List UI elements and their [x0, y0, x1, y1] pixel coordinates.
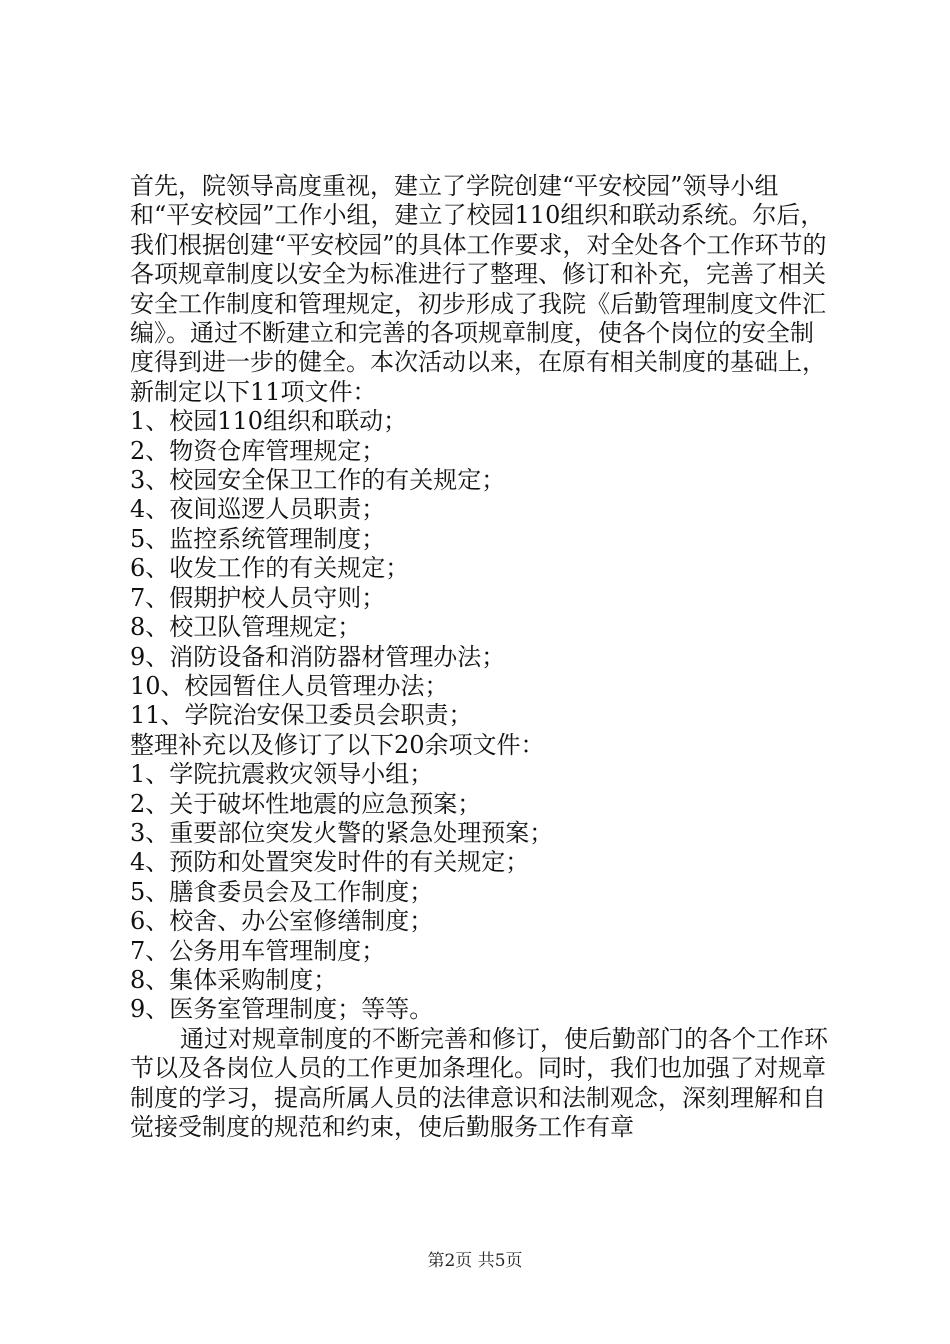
list-item: 10、校园暂住人员管理办法； — [130, 671, 449, 700]
document-body — [130, 172, 830, 1142]
list-item: 2、物资仓库管理规定； — [130, 436, 386, 465]
list-item: 8、校卫队管理规定； — [130, 613, 362, 642]
list-item: 8、集体采购制度； — [130, 965, 338, 994]
list-item: 3、重要部位突发火警的紧急处理预案； — [130, 818, 554, 847]
list-item: 6、收发工作的有关规定； — [130, 554, 410, 583]
intro-paragraph: 首先，院领导高度重视，建立了学院创建“平安校园”领导小组和“平安校园”工作小组，建立了校园110组织和联动系统。尔后，我们根据创建“平安校园”的具体工作要求，对全处各个工作环节的各项规章制度以安全为标准进行了整理、修订和补充，完善了相关安全工作制度和管理规定，初步形成了我院《后勤管理制度文件汇编》。通过不断建立和完善的各项规章制度，使各个岗位的安全制度得到进一步的健全。本次活动以来，在原有相关制度的基础上，新制定以下11项文件： — [130, 172, 827, 406]
list-item: 5、膳食委员会及工作制度； — [130, 877, 434, 906]
revised-intro-paragraph: 整理补充以及修订了以下20余项文件： — [130, 730, 545, 759]
list-item: 7、公务用车管理制度； — [130, 936, 386, 965]
list-item: 11、学院治安保卫委员会职责； — [130, 701, 473, 730]
list-item: 1、学院抗震救灾领导小组； — [130, 760, 434, 789]
revised-documents-list — [130, 760, 830, 1025]
list-item: 6、校舍、办公室修缮制度； — [130, 907, 434, 936]
new-documents-list — [130, 407, 830, 730]
closing-paragraph: 通过对规章制度的不断完善和修订，使后勤部门的各个工作环节以及各岗位人员的工作更加条理化。同时，我们也加强了对规章制度的学习，提高所属人员的法律意识和法制观念，深刻理解和自觉接受制度的规范和约束，使后勤服务工作有章 — [130, 1024, 828, 1141]
page-footer: 第2页 共5页 — [427, 1251, 523, 1271]
list-item: 1、校园110组织和联动； — [130, 407, 408, 436]
list-item: 5、监控系统管理制度； — [130, 524, 386, 553]
list-item: 2、关于破坏性地震的应急预案； — [130, 789, 482, 818]
list-item: 7、假期护校人员守则； — [130, 583, 386, 612]
list-item: 4、预防和处置突发时件的有关规定； — [130, 848, 530, 877]
list-item: 4、夜间巡逻人员职责； — [130, 495, 386, 524]
list-item: 3、校园安全保卫工作的有关规定； — [130, 466, 506, 495]
list-item: 9、消防设备和消防器材管理办法； — [130, 642, 506, 671]
list-item: 9、医务室管理制度；等等。 — [130, 995, 434, 1024]
